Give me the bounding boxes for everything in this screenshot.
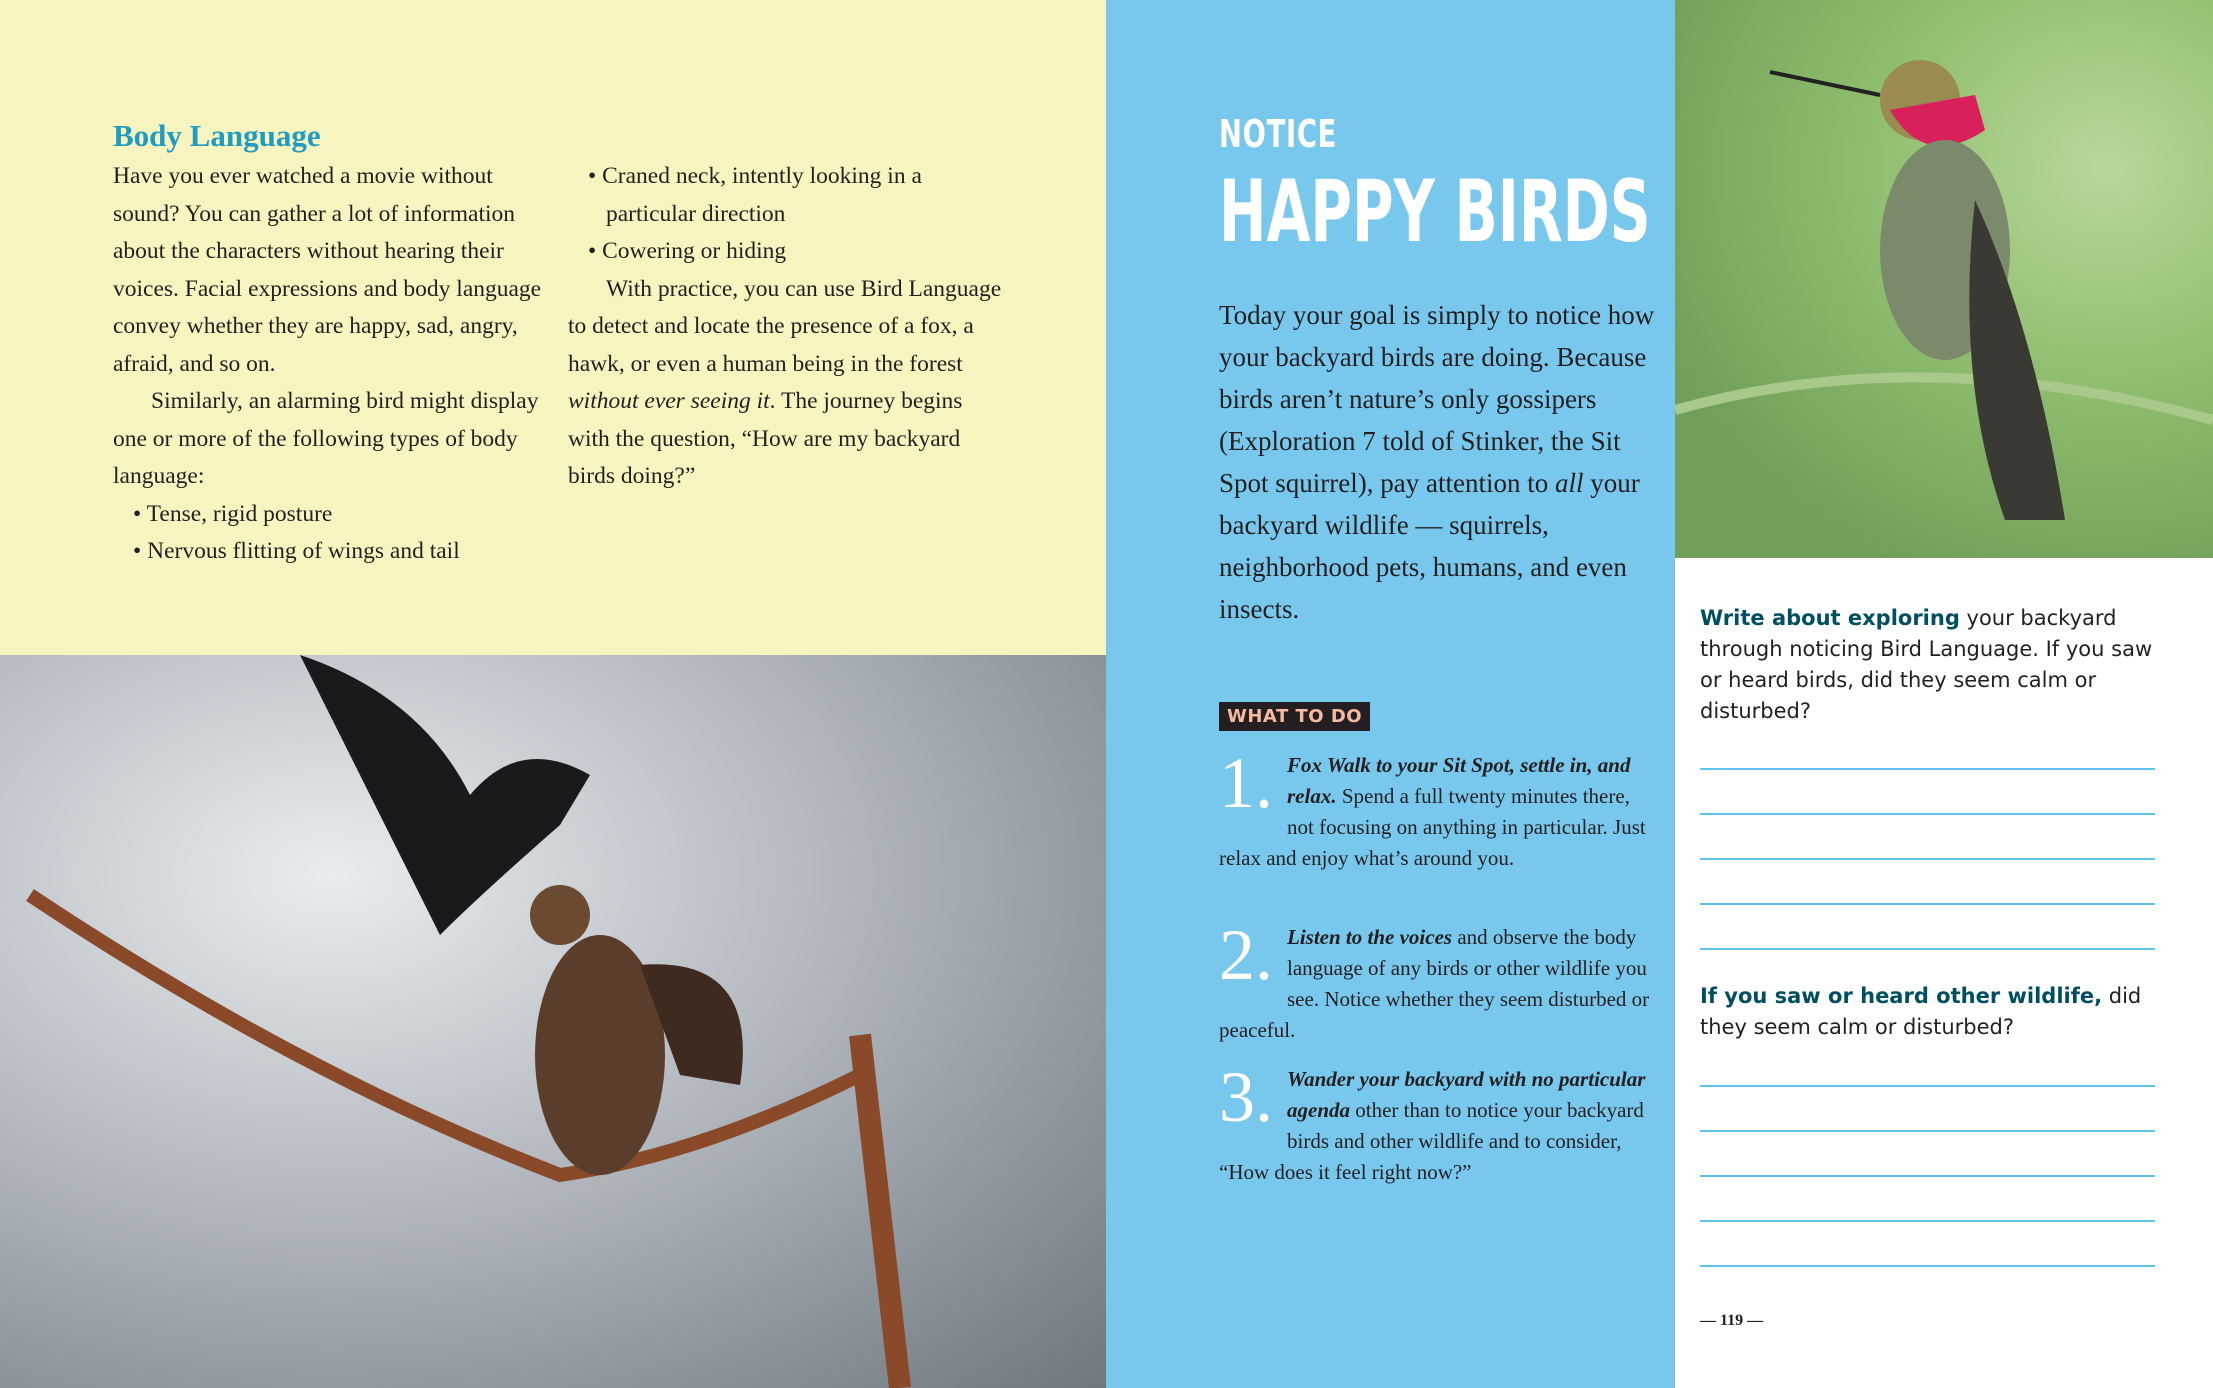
step-number: 3.	[1219, 1057, 1273, 1137]
paragraph: Similarly, an alarming bird might display one or more of the following types of body language:	[113, 388, 539, 489]
writing-line[interactable]	[1700, 948, 2155, 950]
page-number: — 119 —	[1700, 1312, 1764, 1329]
writing-line[interactable]	[1700, 1175, 2155, 1177]
writing-line[interactable]	[1700, 903, 2155, 905]
paragraph: With practice, you can use Bird Language to detect and locate the presence of a fox, a hawk, or even a human being in the forest without ever seeing it. The journey begins with the question, “How are my backyard birds doing?”	[568, 275, 1002, 489]
intro-paragraph: Today your goal is simply to notice how your backyard birds are doing. Because birds aren’t nature’s only gossipers (Exploration 7 told of Stinker, the Sit Spot squirrel), pay attention to all your backyard wildlife — squirrels, neighborhood pets, humans, and even insects.	[1219, 300, 1655, 624]
section-heading: Body Language	[113, 118, 321, 153]
birds-on-branch-illustration	[0, 655, 1106, 1388]
bullet-item: • Nervous flitting of wings and tail	[133, 538, 460, 564]
what-to-do-label: WHAT TO DO	[1219, 702, 1370, 731]
step-number: 1.	[1219, 743, 1273, 823]
bullet-item: • Tense, rigid posture	[133, 500, 333, 527]
writing-line[interactable]	[1700, 1085, 2155, 1087]
hummingbird-illustration	[1675, 0, 2213, 558]
kicker: NOTICE	[1219, 112, 1338, 156]
writing-line[interactable]	[1700, 768, 2155, 770]
paragraph: Have you ever watched a movie without sound? You can gather a lot of information about the characters without hearing their voices. Facial expressions and body language convey whether they are happy, sad, angry, afraid, and so on.	[113, 163, 542, 377]
hummingbird-photo	[1675, 0, 2213, 558]
writing-prompt-1: Write about exploring your backyard through noticing Bird Language. If you saw or heard birds, did they seem calm or disturbed?	[1700, 606, 2153, 723]
step-2: 2. Listen to the voices and observe the body language of any birds or other wildlife you see. Notice whether they seem disturbed or peaceful.	[1219, 915, 1650, 1042]
text-column-2	[568, 158, 1008, 496]
eagle-raven-photo	[0, 655, 1106, 1388]
activity-panel	[1106, 0, 1675, 1388]
bullet-item: • Craned neck, intently looking in a particular direction	[588, 163, 922, 227]
bullet-item: • Cowering or hiding	[588, 238, 787, 264]
writing-line[interactable]	[1700, 1130, 2155, 1132]
page-title: HAPPY BIRDS	[1219, 162, 1651, 262]
writing-prompt-2: If you saw or heard other wildlife, did they seem calm or disturbed?	[1700, 984, 2142, 1039]
step-number: 2.	[1219, 915, 1273, 995]
step-3: 3. Wander your backyard with no particular agenda other than to notice your backyard birds and other wildlife and to consider, “How does it feel right now?”	[1219, 1057, 1646, 1184]
writing-line[interactable]	[1700, 1265, 2155, 1267]
writing-line[interactable]	[1700, 1220, 2155, 1222]
writing-line[interactable]	[1700, 858, 2155, 860]
text-column-1	[113, 158, 553, 571]
left-text-panel	[0, 0, 1106, 655]
step-1: 1. Fox Walk to your Sit Spot, settle in, and relax. Spend a full twenty minutes there, not focusing on anything in particular. Just relax and enjoy what’s around you.	[1219, 743, 1646, 870]
writing-line[interactable]	[1700, 813, 2155, 815]
